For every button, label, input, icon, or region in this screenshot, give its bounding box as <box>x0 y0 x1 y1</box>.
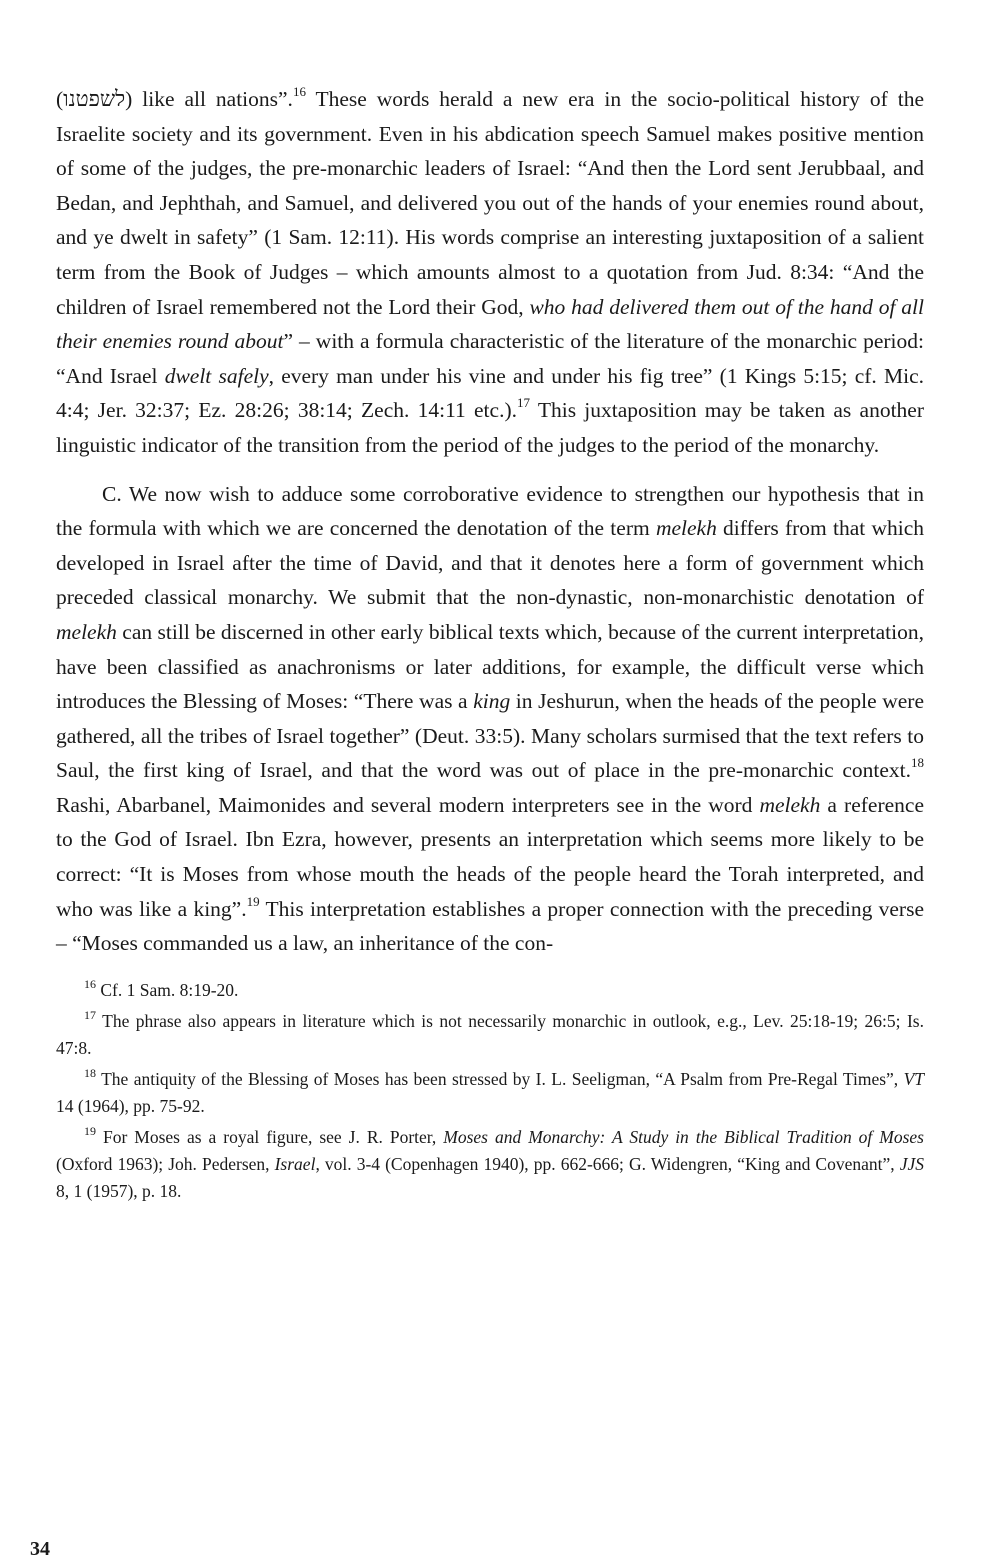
footnote-text: For Moses as a royal figure, see J. R. Porter, <box>96 1126 444 1147</box>
footnote-ref-17[interactable]: 17 <box>516 395 530 411</box>
italic-title: Moses and Monarchy: A Study in the Biblical Tradition of Moses <box>443 1126 924 1147</box>
footnote-ref-18[interactable]: 18 <box>911 755 924 771</box>
italic-term: melekh <box>759 792 821 817</box>
text-span: C. We now wish to adduce some corroborative evidence to strengthen our hypothesis that in the formula with which we are concerned the denotation of the term <box>56 481 924 541</box>
text-span: differs from that which developed in Israel after the time of David, and that it denotes here a form of government which preceded classical monarchy. We submit that the non-dynastic, non-monarchistic denotation of <box>56 516 924 610</box>
text-span: These words herald a new era in the socio-political history of the Israelite society and its government. Even in his abdication speech Samuel makes positive mention of some of the judges, the pre-monarchic leaders of Israel: “And then the Lord sent Jerubbaal, and Bedan, and Jephthah, and Samuel, and delivered you out of the hands of your enemies round about, and ye dwelt in safety” (1 Sam. 12:11). His words comprise an interesting juxtaposition of a salient term from the Book of Judges – which amounts almost to a quotation from Jud. 8:34: “And the children of Israel remembered not the Lord their God, <box>56 87 924 319</box>
footnote-text: The antiquity of the Blessing of Moses has been stressed by I. L. Seeligman, “A Psalm from Pre-Regal Times”, <box>96 1068 904 1089</box>
italic-journal: VT <box>903 1068 924 1089</box>
page-content <box>56 82 924 1209</box>
footnote-18 <box>56 1066 924 1120</box>
footnote-19 <box>56 1124 924 1205</box>
text-span: like all nations”. <box>132 87 293 111</box>
body-text <box>56 82 924 961</box>
footnote-text: 14 (1964), pp. 75-92. <box>56 1095 205 1116</box>
footnote-number: 19 <box>84 1124 96 1139</box>
italic-quote: dwelt safely <box>164 363 269 388</box>
italic-term: melekh <box>655 516 717 541</box>
footnote-number: 16 <box>84 977 96 992</box>
italic-term: melekh <box>56 619 117 644</box>
hebrew-word: (לשפטנו) <box>56 87 133 111</box>
text-span: in Jeshurun, when the heads of the people were gathered, all the tribes of Israel together” (Deut. 33:5). Many scholars surmised that the text refers to Saul, the first king of Israel, and that the word was out of place in the pre-monarchic context. <box>56 689 924 783</box>
footnote-16 <box>56 977 924 1004</box>
footnote-number: 17 <box>84 1008 96 1023</box>
footnote-ref-16[interactable]: 16 <box>292 83 306 99</box>
paragraph-2 <box>56 477 924 961</box>
text-span: This juxtaposition may be taken as another linguistic indicator of the transition from the period of the judges to the period of the monarchy. <box>56 398 924 457</box>
italic-term: king <box>473 689 511 714</box>
page-number: 34 <box>30 1538 50 1560</box>
footnote-text: 8, 1 (1957), p. 18. <box>56 1180 182 1201</box>
footnote-number: 18 <box>84 1066 96 1081</box>
footnote-17 <box>56 1008 924 1062</box>
text-span: ” – with a formula characteristic of the literature of the monarchic period: “And Israel <box>56 329 924 388</box>
text-span: can still be discerned in other early biblical texts which, because of the current interpretation, have been classified as anachronisms or later additions, for example, the difficult verse which introduces the Blessing of Moses: “There was a <box>56 619 924 714</box>
italic-journal: JJS <box>899 1153 925 1174</box>
text-span: This interpretation establishes a proper connection with the preceding verse – “Moses commanded us a law, an inheritance of the con- <box>56 896 924 956</box>
italic-quote: who had delivered them out of the hand of all their enemies round about <box>56 294 924 354</box>
footnote-text: , vol. 3-4 (Copenhagen 1940), pp. 662-666; G. Widengren, “King and Covenant”, <box>315 1153 900 1174</box>
text-span: a reference to the God of Israel. Ibn Ezra, however, presents an interpretation which seems more likely to be correct: “It is Moses from whose mouth the heads of the people heard the Torah interpreted, and who was like a king”. <box>56 792 924 921</box>
text-span: Rashi, Abarbanel, Maimonides and several modern interpreters see in the word <box>56 792 760 817</box>
footnote-text: (Oxford 1963); Joh. Pedersen, <box>56 1153 275 1174</box>
footnotes <box>56 977 924 1205</box>
text-span: , every man under his vine and under his fig tree” (1 Kings 5:15; cf. Mic. 4:4; Jer. 32:37; Ez. 28:26; 38:14; Zech. 14:11 etc.). <box>56 363 924 423</box>
italic-title: Israel <box>274 1153 316 1174</box>
footnote-ref-19[interactable]: 19 <box>246 893 260 909</box>
paragraph-1 <box>56 82 924 463</box>
footnote-text: Cf. 1 Sam. 8:19-20. <box>96 979 239 1000</box>
footnote-text: The phrase also appears in literature which is not necessarily monarchic in outlook, e.g., Lev. 25:18-19; 26:5; Is. 47:8. <box>56 1010 924 1058</box>
